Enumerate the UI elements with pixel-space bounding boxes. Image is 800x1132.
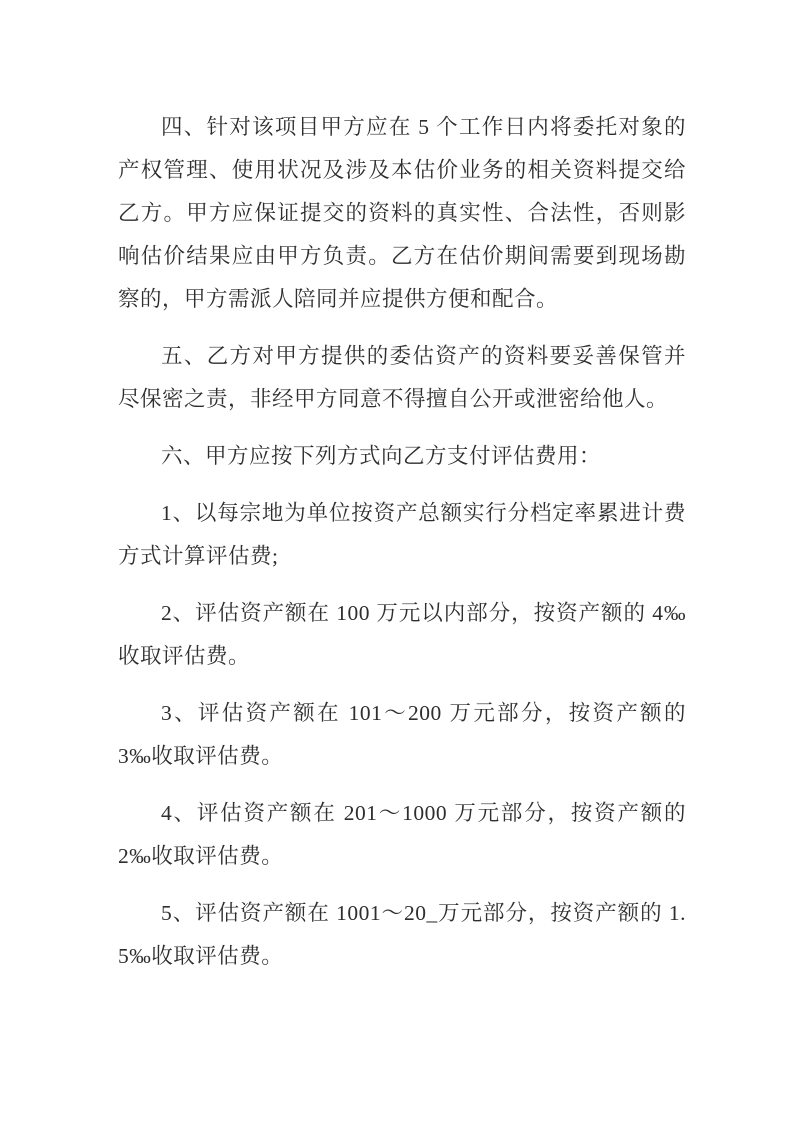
paragraph-clause-5: 五、乙方对甲方提供的委估资产的资料要妥善保管并尽保密之责，非经甲方同意不得擅自公开或泄密给他人。 (118, 344, 686, 411)
paragraph-fee-item-2: 2、评估资产额在 100 万元以内部分，按资产额的 4‰收取评估费。 (118, 601, 686, 668)
paragraph-fee-item-1: 1、以每宗地为单位按资产总额实行分档定率累进计费方式计算评估费; (118, 501, 686, 568)
paragraph-clause-6: 六、甲方应按下列方式向乙方支付评估费用： (161, 444, 602, 468)
paragraph-fee-item-5: 5、评估资产额在 1001～20_万元部分，按资产额的 1.5‰收取评估费。 (118, 901, 686, 968)
paragraph-fee-item-3: 3、评估资产额在 101～200 万元部分，按资产额的 3‰收取评估费。 (118, 701, 686, 768)
paragraph-clause-4: 四、针对该项目甲方应在 5 个工作日内将委托对象的产权管理、使用状况及涉及本估价业务的相关资料提交给乙方。甲方应保证提交的资料的真实性、合法性，否则影响估价结果应由甲方负责。乙方在估价期间需要到现场勘察的，甲方需派人陪同并应提供方便和配合。 (118, 115, 686, 311)
paragraph-fee-item-4: 4、评估资产额在 201～1000 万元部分，按资产额的 2‰收取评估费。 (118, 801, 686, 868)
